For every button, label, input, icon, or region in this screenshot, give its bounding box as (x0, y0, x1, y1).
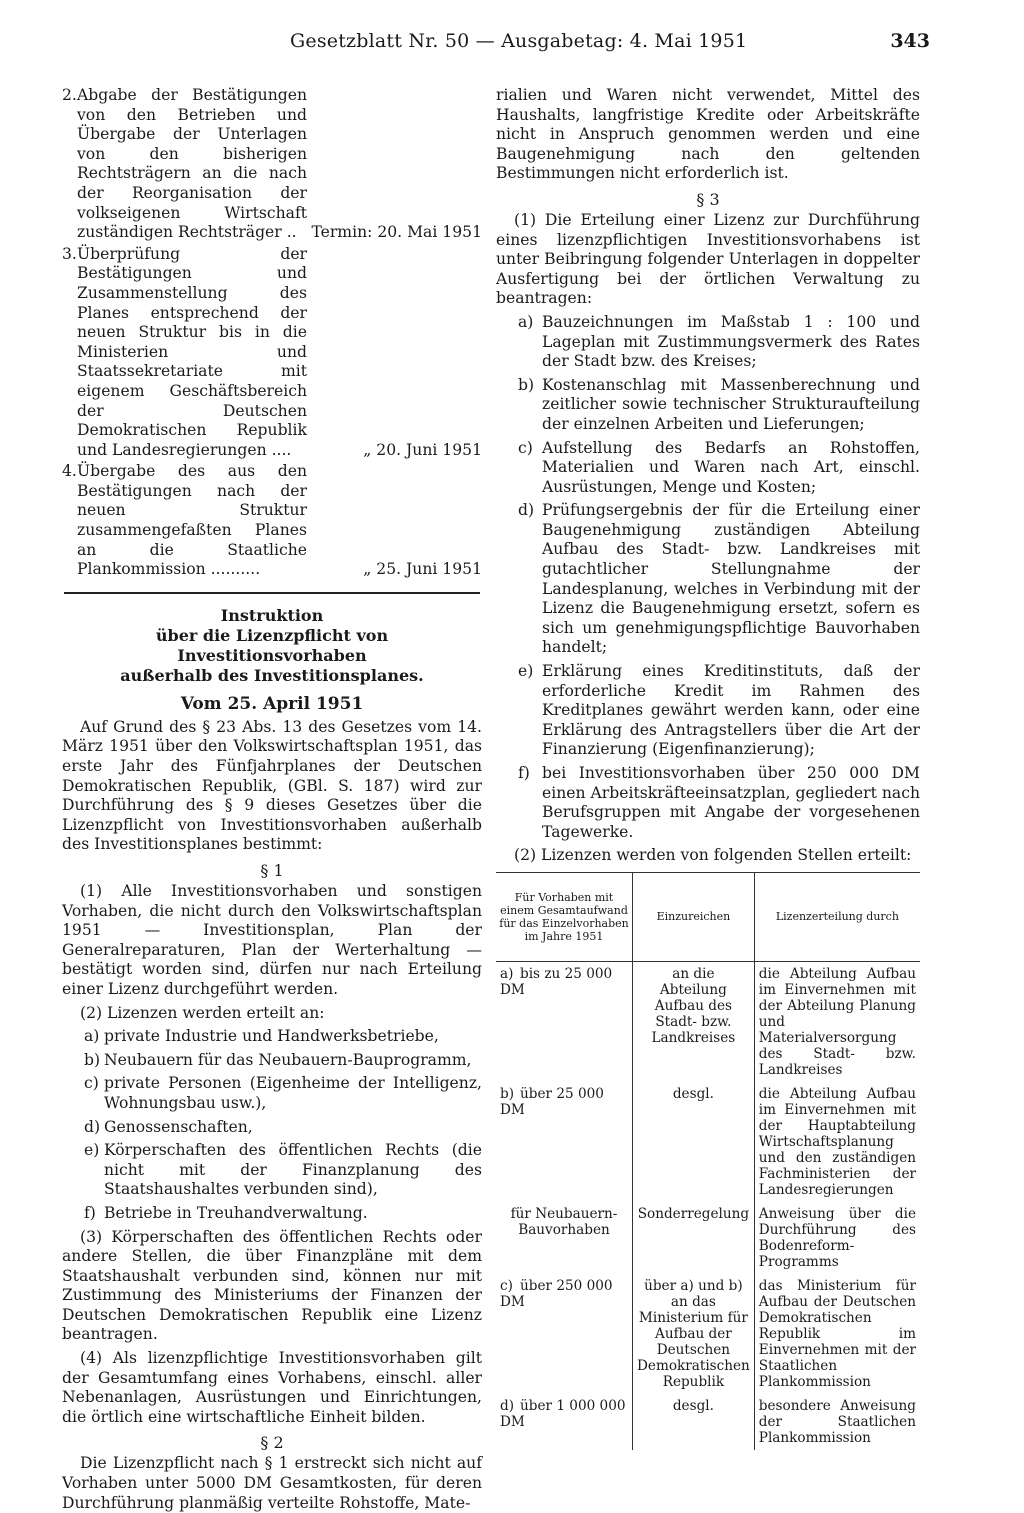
list-text: Kostenanschlag mit Massenberechnung und zeitlicher sowie technischer Strukturaufteilung der einzelnen Arbeiten und Lieferungen; (542, 375, 920, 433)
section-heading-1: § 1 (260, 861, 284, 880)
page-header (280, 30, 930, 54)
list-item (62, 1027, 482, 1047)
list-marker: a) (518, 312, 534, 331)
s3-paragraph-2: (2) Lizenzen werden von folgenden Stellen erteilt: (514, 846, 912, 865)
list-text: bei Investitionsvorhaben über 250 000 DM einen Arbeitskräfteeinsatzplan, gegliedert nach Berufsgruppen mit Angabe der vorgesehenen Tagewerke. (542, 764, 920, 841)
list-marker: e) (84, 1141, 100, 1160)
deadline-item (62, 245, 482, 461)
s2-paragraph-start: Die Lizenzpflicht nach § 1 erstreckt sich nicht auf Vorhaben unter 5000 DM Gesamtkosten, für deren Durchführung planmäßig verteilte Rohstoffe, Mate- (62, 1454, 482, 1512)
list-marker: b) (518, 375, 535, 394)
list-text: Erklärung eines Kreditinstituts, daß der erforderliche Kredit im Rahmen des Kreditplanes gewährt werden kann, oder eine Erklärung des Antragstellers über die Art der Finanzierung (Eigenfinanzierung); (542, 662, 920, 759)
list-item (496, 764, 920, 842)
instruction-title-line: Instruktion (220, 605, 324, 625)
table-cell-grant: das Ministerium für Aufbau der Deutschen Demokratischen Republik im Einvernehmen mit der Staatlichen Plankommission (758, 1277, 916, 1390)
license-table (496, 873, 920, 1450)
row-amount: über 250 000 DM (500, 1277, 613, 1310)
table-row (496, 1082, 920, 1202)
deadline-item (62, 462, 482, 580)
instruction-title-line: über die Lizenzpflicht von Investitionsvorhaben (155, 625, 389, 665)
list-marker: a) (84, 1027, 100, 1046)
table-cell-grant: die Abteilung Aufbau im Einvernehmen mit der Abteilung Planung und Materialversorgung des Stadt- bzw. Landkreises (758, 965, 916, 1078)
table-cell-grant: besondere Anweisung der Staatlichen Plankommission (758, 1397, 916, 1446)
table-header-row (496, 873, 920, 962)
page-number: 343 (890, 30, 930, 52)
list-marker: c) (518, 438, 533, 457)
table-cell-submit: über a) und b) an das Ministerium für Aufbau der Deutschen Demokratischen Republik (633, 1274, 755, 1394)
row-amount: über 1 000 000 DM (500, 1397, 626, 1430)
list-item (496, 662, 920, 760)
row-label: b) (500, 1085, 515, 1102)
section-heading-2: § 2 (260, 1433, 284, 1453)
list-item (62, 1074, 482, 1113)
instruction-title-line: außerhalb des Investitionsplanes. (120, 665, 424, 685)
deadline-description: Überprüfung der Bestätigungen und Zusammenstellung des Planes entsprechend der neuen Struktur bis in die Ministerien und Staatssekretariate mit eigenem Geschäftsbereich der Deutschen Demokratischen Republik und Landesregierungen .... (77, 244, 307, 459)
list-item (496, 439, 920, 498)
list-item (496, 501, 920, 658)
list-marker: b) (84, 1050, 101, 1069)
deadline-term: „ 20. Juni 1951 (363, 440, 482, 459)
deadline-number: 4. (62, 462, 77, 481)
list-text: Bauzeichnungen im Maßstab 1 : 100 und Lageplan mit Zustimmungsvermerk des Rates der Stadt bzw. des Kreises; (542, 312, 920, 371)
list-item (496, 376, 920, 435)
row-amount: über 25 000 DM (500, 1085, 604, 1118)
deadline-number: 3. (62, 244, 77, 263)
column-header: Für Vorhaben mit einem Gesamtaufwand für das Einzelvorhaben im Jahre 1951 (496, 873, 633, 962)
list-item (62, 1141, 482, 1200)
deadline-term: Termin: 20. Mai 1951 (311, 223, 482, 242)
list-text: Aufstellung des Bedarfs an Rohstoffen, Materialien und Waren nach Art, einschl. Ausrüstungen, Menge und Kosten; (542, 438, 920, 496)
list-item (62, 1204, 482, 1224)
list-text: Neubauern für das Neubauern-Bauprogramm, (104, 1050, 472, 1069)
table-cell-amount (496, 1394, 633, 1450)
table-cell-grant: die Abteilung Aufbau im Einvernehmen mit der Hauptabteilung Wirtschaftsplanung und den zuständigen Fachministerien der Landesregierungen (758, 1085, 916, 1198)
table-cell-amount (496, 1274, 633, 1394)
table-cell-submit: desgl. (633, 1394, 755, 1450)
table-cell-amount (496, 1202, 633, 1274)
s1-paragraph-3: (3) Körperschaften des öffentlichen Rechts oder andere Stellen, die über Finanzpläne mit dem Staatshaushalt verbunden sind, können nur mit Zustimmung des Ministeriums der Finanzen der Deutschen Demokratischen Republik eine Lizenz beantragen. (62, 1227, 482, 1344)
header-title: Gesetzblatt Nr. 50 — Ausgabetag: 4. Mai 1951 (290, 30, 748, 52)
row-amount: bis zu 25 000 DM (500, 965, 613, 998)
column-header: Einzureichen (633, 873, 755, 962)
table-cell-amount (496, 1082, 633, 1202)
row-label: d) (500, 1397, 515, 1414)
list-item (62, 1051, 482, 1071)
list-item (496, 313, 920, 372)
deadline-description: Übergabe des aus den Bestätigungen nach der neuen Struktur zusammengefaßten Planes an die Staatliche Plankommission .......... (77, 462, 307, 579)
instruction-title (62, 606, 482, 686)
deadline-term: „ 25. Juni 1951 (363, 560, 482, 579)
list-text: Körperschaften des öffentlichen Rechts (die nicht mit der Finanzplanung des Staatshaushaltes verbunden sind), (104, 1141, 482, 1199)
row-label: a) (500, 965, 514, 982)
deadline-description: Abgabe der Bestätigungen von den Betrieben und Übergabe der Unterlagen von den bisherigen Rechtsträgern an die nach der Reorganisation der volkseigenen Wirtschaft zuständigen Rechtsträger .. (77, 86, 307, 242)
deadline-item (62, 86, 482, 243)
section-heading-3: § 3 (696, 189, 720, 209)
right-column (496, 86, 920, 1450)
list-text: private Personen (Eigenheime der Intelligenz, Wohnungsbau usw.), (104, 1074, 482, 1112)
left-column (62, 86, 482, 1513)
s1-paragraph-2: (2) Lizenzen werden erteilt an: (80, 1003, 325, 1022)
list-text: private Industrie und Handwerksbetriebe, (104, 1027, 439, 1046)
table-cell-submit: Sonderregelung (633, 1202, 755, 1274)
s1-paragraph-1: (1) Alle Investitionsvorhaben und sonstigen Vorhaben, die nicht durch den Volkswirtschaftsplan 1951 — Investitionsplan, Plan der Generalreparaturen, Plan der Werterhaltung — bestätigt worden sind, dürfen nur nach Erteilung einer Lizenz durchgeführt werden. (62, 882, 482, 998)
row-amount: für Neubauern-Bauvorhaben (510, 1205, 618, 1238)
s2-paragraph-continued: rialien und Waren nicht verwendet, Mittel des Haushalts, langfristige Kredite oder Arbeitskräfte nicht in Anspruch genommen werden und eine Baugenehmigung nach den geltenden Bestimmungen nicht erforderlich ist. (496, 86, 920, 183)
table-row (496, 1202, 920, 1274)
list-text: Prüfungsergebnis der für die Erteilung einer Baugenehmigung zuständigen Abteilung Aufbau des Stadt- bzw. Landkreises mit gutachtlicher Stellungnahme der Landesplanung, welches in Verbindung mit der Lizenz die Baugenehmigung ersetzt, sofern es sich um genehmigungspflichtige Bauvorhaben handelt; (542, 501, 920, 657)
preamble: Auf Grund des § 23 Abs. 13 des Gesetzes vom 14. März 1951 über den Volkswirtschaftsplan 1951, das erste Jahr des Fünfjahrplanes der Deutschen Demokratischen Republik, (GBl. S. 187) wird zur Durchführung des § 9 dieses Gesetzes über die Lizenzpflicht von Investitionsvorhaben außerhalb des Investitionsplanes bestimmt: (62, 717, 482, 854)
list-item (62, 1118, 482, 1138)
list-marker: e) (518, 662, 534, 681)
list-marker: d) (518, 501, 535, 520)
table-cell-grant: Anweisung über die Durchführung des Bodenreform-Programms (758, 1205, 916, 1270)
table-row (496, 1394, 920, 1450)
section-divider (64, 592, 480, 594)
list-text: Genossenschaften, (104, 1117, 253, 1136)
table-row (496, 1274, 920, 1394)
s3-paragraph-1: (1) Die Erteilung einer Lizenz zur Durchführung eines lizenzpflichtigen Investitionsvorhabens ist unter Beibringung folgender Unterlagen in doppelter Ausfertigung bei der örtlichen Verwaltung zu beantragen: (496, 210, 920, 308)
list-marker: c) (84, 1074, 99, 1093)
row-label: c) (500, 1277, 513, 1294)
list-marker: f) (84, 1203, 96, 1222)
list-marker: f) (518, 764, 530, 782)
table-cell-submit: desgl. (633, 1082, 755, 1202)
deadline-number: 2. (62, 86, 77, 104)
table-cell-submit: an die Abteilung Aufbau des Stadt- bzw. Landkreises (633, 961, 755, 1082)
column-header: Lizenzerteilung durch (754, 873, 920, 962)
instruction-date: Vom 25. April 1951 (180, 693, 364, 714)
table-row (496, 961, 920, 1082)
table-cell-amount (496, 961, 633, 1082)
s1-paragraph-4: (4) Als lizenzpflichtige Investitionsvorhaben gilt der Gesamtumfang eines Vorhabens, einschl. aller Nebenanlagen, Ausrüstungen und Einrichtungen, die örtlich eine wirtschaftliche Einheit bilden. (62, 1349, 482, 1426)
list-text: Betriebe in Treuhandverwaltung. (104, 1203, 368, 1222)
list-marker: d) (84, 1117, 101, 1136)
